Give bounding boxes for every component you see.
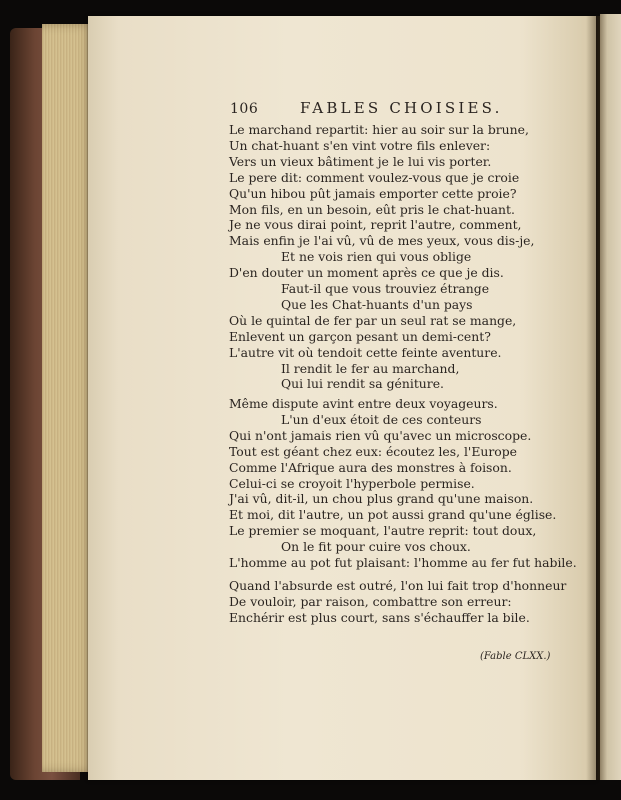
verse-line: Et ne vois rien qui vous oblige bbox=[281, 249, 472, 265]
facing-page-edge bbox=[600, 14, 621, 780]
verse-line: Le marchand repartit: hier au soir sur la brune, bbox=[229, 122, 529, 137]
verse-line: Qui lui rendit sa géniture. bbox=[281, 376, 444, 392]
verse-line: Et moi, dit l'autre, un pot aussi grand qu'une église. bbox=[229, 507, 557, 523]
verse-line: Le premier se moquant, l'autre reprit: tout doux, bbox=[229, 523, 537, 539]
verse-line: Tout est géant chez eux: écoutez les, l'Europe bbox=[229, 443, 518, 459]
verse-line: Je ne vous dirai point, reprit l'autre, comment, bbox=[229, 217, 522, 233]
verse-line: Il rendit le fer au marchand, bbox=[281, 360, 460, 376]
verse-line: Mon fils, en un besoin, eût pris le chat-huant. bbox=[229, 201, 515, 217]
page-title: FABLES CHOISIES. bbox=[300, 99, 503, 117]
verse-line: Quand l'absurde est outré, l'on lui fait trop d'honneur bbox=[229, 578, 567, 593]
verse-line: Celui-ci se croyoit l'hyperbole permise. bbox=[229, 475, 475, 491]
page-edges bbox=[42, 24, 94, 772]
verse-line: Le pere dit: comment voulez-vous que je croie bbox=[229, 169, 520, 185]
verse-line: Que les Chat-huants d'un pays bbox=[281, 296, 473, 312]
verse-line: Qui n'ont jamais rien vû qu'avec un microscope. bbox=[229, 427, 532, 443]
verse-line: Comme l'Afrique aura des monstres à foison. bbox=[229, 459, 512, 475]
catchword: (Fable CLXX.) bbox=[480, 651, 551, 662]
verse-line: Enlevent un garçon pesant un demi-cent? bbox=[229, 328, 491, 344]
verse-line: Enchérir est plus court, sans s'échauffer la bile. bbox=[229, 609, 530, 625]
verse-line: Vers un vieux bâtiment je le lui vis porter. bbox=[229, 153, 492, 169]
verse-line: On le fit pour cuire vos choux. bbox=[281, 539, 471, 555]
verse-line: D'en douter un moment après ce que je dis. bbox=[229, 265, 504, 281]
verse-line: Où le quintal de fer par un seul rat se mange, bbox=[229, 312, 517, 328]
verse-line: L'homme au pot fut plaisant: l'homme au fer fut habile. bbox=[229, 555, 577, 570]
verse-line: Un chat-huant s'en vint votre fils enlever: bbox=[229, 137, 491, 153]
verse-line: Qu'un hibou pût jamais emporter cette proie? bbox=[229, 185, 517, 201]
verse-line: L'un d'eux étoit de ces conteurs bbox=[281, 411, 482, 427]
page-number: 106 bbox=[230, 101, 259, 117]
verse-line: J'ai vû, dit-il, un chou plus grand qu'une maison. bbox=[229, 491, 534, 507]
gutter-shadow bbox=[586, 16, 600, 780]
verse-line: De vouloir, par raison, combattre son erreur: bbox=[229, 593, 512, 609]
verse-line: Faut-il que vous trouviez étrange bbox=[281, 281, 490, 296]
verse-line: Même dispute avint entre deux voyageurs. bbox=[229, 396, 498, 411]
verse-line: Mais enfin je l'ai vû, vû de mes yeux, vous dis-je, bbox=[229, 233, 535, 249]
verse-line: L'autre vit où tendoit cette feinte aventure. bbox=[229, 344, 502, 360]
